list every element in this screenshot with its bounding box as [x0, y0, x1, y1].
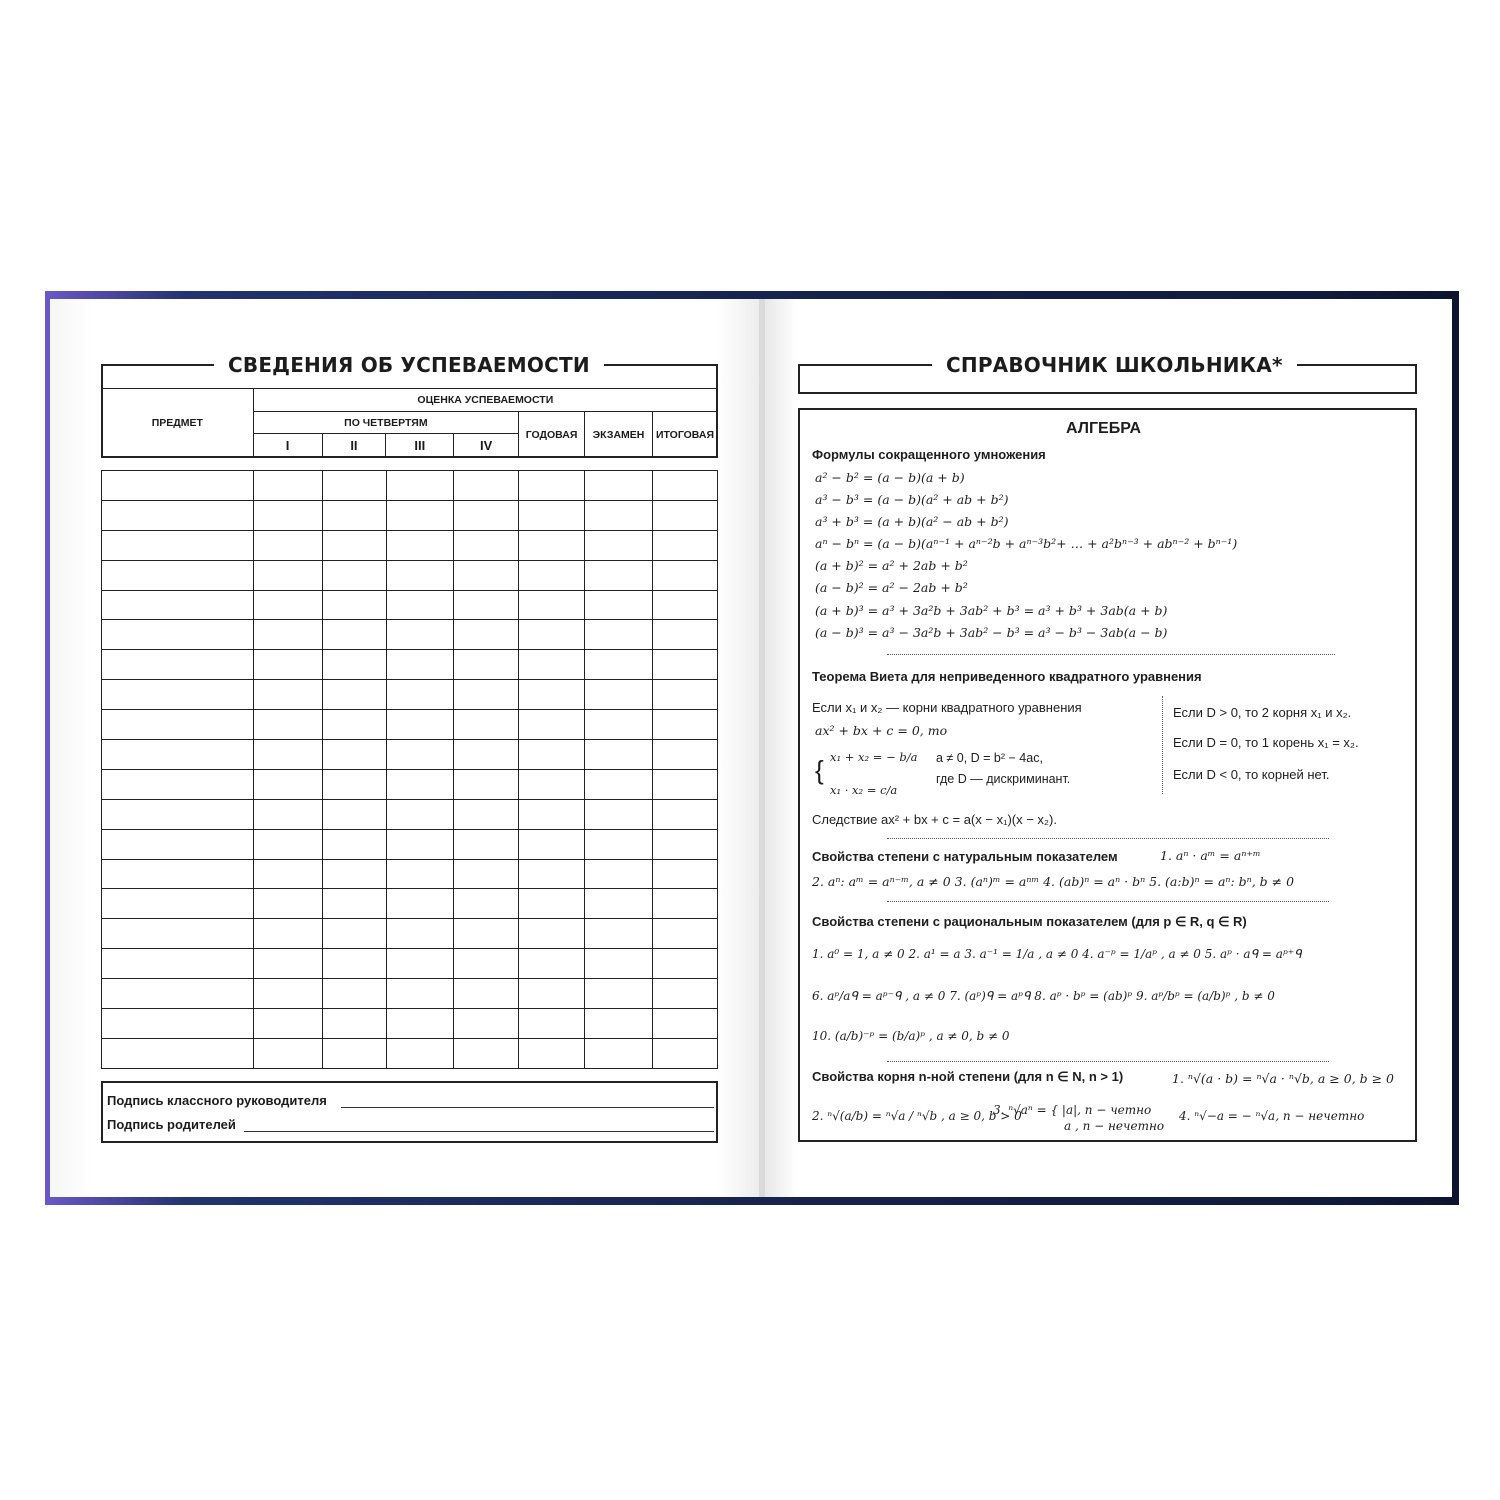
grade-cell[interactable] — [653, 560, 718, 590]
grade-cell[interactable] — [102, 710, 254, 740]
grade-cell[interactable] — [585, 979, 653, 1009]
table-row — [102, 829, 718, 859]
grade-cell[interactable] — [322, 471, 386, 501]
grade-cell[interactable] — [386, 530, 454, 560]
grade-cell[interactable] — [653, 500, 718, 530]
grade-cell[interactable] — [253, 590, 322, 620]
grade-cell[interactable] — [253, 530, 322, 560]
grade-cell[interactable] — [653, 889, 718, 919]
grade-cell[interactable] — [519, 1038, 585, 1068]
grade-cell[interactable] — [386, 919, 454, 949]
grade-cell[interactable] — [519, 710, 585, 740]
grade-cell[interactable] — [253, 769, 322, 799]
grade-cell[interactable] — [322, 799, 386, 829]
grade-cell[interactable] — [253, 1009, 322, 1039]
grade-cell[interactable] — [653, 680, 718, 710]
separator — [887, 1061, 1329, 1062]
grade-cell[interactable] — [386, 979, 454, 1009]
grade-cell[interactable] — [253, 1038, 322, 1068]
separator — [887, 901, 1329, 902]
formula-line: a² − b² = (a − b)(a + b) — [815, 470, 965, 485]
grade-cell[interactable] — [386, 859, 454, 889]
grade-cell[interactable] — [386, 949, 454, 979]
table-row — [102, 530, 718, 560]
grade-cell[interactable] — [653, 530, 718, 560]
grade-cell[interactable] — [454, 769, 519, 799]
header-exam: ЭКЗАМЕН — [585, 412, 653, 458]
grade-cell[interactable] — [519, 979, 585, 1009]
grade-cell[interactable] — [585, 949, 653, 979]
section-title: АЛГЕБРА — [1066, 420, 1142, 437]
grade-cell[interactable] — [322, 500, 386, 530]
table-row — [102, 889, 718, 919]
grade-cell[interactable] — [454, 530, 519, 560]
grade-cell[interactable] — [454, 740, 519, 770]
grade-cell[interactable] — [585, 799, 653, 829]
grade-cell[interactable] — [519, 560, 585, 590]
grade-cell[interactable] — [386, 650, 454, 680]
grade-cell[interactable] — [253, 620, 322, 650]
grade-cell[interactable] — [519, 799, 585, 829]
grade-cell[interactable] — [653, 769, 718, 799]
grade-cell[interactable] — [322, 560, 386, 590]
grade-cell[interactable] — [519, 680, 585, 710]
grade-cell[interactable] — [454, 1009, 519, 1039]
table-row — [102, 680, 718, 710]
grade-cell[interactable] — [585, 829, 653, 859]
grade-cell[interactable] — [253, 979, 322, 1009]
table-row — [102, 979, 718, 1009]
grade-cell[interactable] — [253, 650, 322, 680]
rat-rule: 10. (a/b)⁻ᵖ = (b/a)ᵖ , a ≠ 0, b ≠ 0 — [812, 1029, 1010, 1043]
header-q2: II — [322, 434, 386, 458]
page-title-right: СПРАВОЧНИК ШКОЛЬНИКА* — [932, 353, 1297, 377]
grade-cell[interactable] — [519, 530, 585, 560]
table-row — [102, 769, 718, 799]
grade-cell[interactable] — [322, 919, 386, 949]
grade-cell[interactable] — [386, 829, 454, 859]
signature-box — [101, 1081, 718, 1143]
title-frame-right — [798, 364, 1417, 394]
vieta-cond: a ≠ 0, D = b² − 4ac, — [936, 751, 1043, 765]
grade-cell[interactable] — [519, 829, 585, 859]
grade-cell[interactable] — [322, 979, 386, 1009]
grade-cell[interactable] — [102, 620, 254, 650]
grade-cell[interactable] — [519, 949, 585, 979]
sig-teacher-line[interactable] — [341, 1107, 714, 1108]
table-row — [102, 1038, 718, 1068]
root-rule: 1. ⁿ√(a · b) = ⁿ√a · ⁿ√b, a ≥ 0, b ≥ 0 — [1172, 1071, 1395, 1086]
grade-cell[interactable] — [585, 710, 653, 740]
grade-cell[interactable] — [519, 650, 585, 680]
abbr-title: Формулы сокращенного умножения — [812, 447, 1046, 462]
nat-rule: 2. aⁿ: aᵐ = aⁿ⁻ᵐ, a ≠ 0 3. (aⁿ)ᵐ = aⁿᵐ 4. (ab)ⁿ = aⁿ · bⁿ 5. (a:b)ⁿ = aⁿ: bⁿ, b ≠ 0 — [812, 874, 1295, 889]
grade-cell[interactable] — [454, 590, 519, 620]
header-q1: I — [253, 434, 322, 458]
vieta-title: Теорема Виета для неприведенного квадратного уравнения — [812, 669, 1202, 684]
vieta-sys: x₁ + x₂ = − b/a — [830, 750, 918, 764]
grade-cell[interactable] — [454, 680, 519, 710]
nat-rule: 1. aⁿ · aᵐ = aⁿ⁺ᵐ — [1160, 848, 1261, 863]
grade-cell[interactable] — [653, 590, 718, 620]
grade-cell[interactable] — [454, 889, 519, 919]
grade-cell[interactable] — [585, 680, 653, 710]
grade-cell[interactable] — [653, 710, 718, 740]
grade-cell[interactable] — [585, 530, 653, 560]
grade-cell[interactable] — [386, 740, 454, 770]
grade-cell[interactable] — [322, 740, 386, 770]
table-row — [102, 471, 718, 501]
table-row — [102, 859, 718, 889]
vieta-cond: где D — дискриминант. — [936, 772, 1071, 786]
grade-cell[interactable] — [386, 680, 454, 710]
formula-line: (a − b)² = a² − 2ab + b² — [815, 580, 968, 595]
grade-cell[interactable] — [102, 680, 254, 710]
formula-line: aⁿ − bⁿ = (a − b)(aⁿ⁻¹ + aⁿ⁻²b + aⁿ⁻³b²+ … + a²bⁿ⁻³ + abⁿ⁻² + bⁿ⁻¹) — [815, 536, 1238, 551]
grade-cell[interactable] — [253, 949, 322, 979]
rat-rule: 6. aᵖ/aᑫ = aᵖ⁻ᑫ , a ≠ 0 7. (aᵖ)ᑫ = aᵖᑫ 8. aᵖ · bᵖ = (ab)ᵖ 9. aᵖ/bᵖ = (a/b)ᵖ , b ≠ 0 — [812, 989, 1275, 1003]
grade-cell[interactable] — [386, 1009, 454, 1039]
vieta-rule: Если D > 0, то 2 корня x₁ и x₂. — [1173, 705, 1352, 720]
vieta-line: ax² + bx + c = 0, то — [815, 723, 948, 738]
grade-cell[interactable] — [102, 650, 254, 680]
spine — [759, 299, 765, 1197]
grade-cell[interactable] — [454, 829, 519, 859]
grade-cell[interactable] — [386, 710, 454, 740]
grade-cell[interactable] — [386, 769, 454, 799]
grade-cell[interactable] — [653, 620, 718, 650]
formula-line: (a + b)³ = a³ + 3a²b + 3ab² + b³ = a³ + b³ + 3ab(a + b) — [815, 603, 1168, 618]
grade-cell[interactable] — [253, 680, 322, 710]
grade-cell[interactable] — [519, 500, 585, 530]
grade-cell[interactable] — [322, 680, 386, 710]
grade-cell[interactable] — [102, 530, 254, 560]
grade-cell[interactable] — [102, 799, 254, 829]
grade-cell[interactable] — [102, 1009, 254, 1039]
grade-cell[interactable] — [454, 919, 519, 949]
table-row — [102, 560, 718, 590]
table-row — [102, 650, 718, 680]
grade-cell[interactable] — [253, 859, 322, 889]
grade-cell[interactable] — [322, 829, 386, 859]
grade-cell[interactable] — [102, 979, 254, 1009]
grade-cell[interactable] — [253, 889, 322, 919]
rat-rule: 1. a⁰ = 1, a ≠ 0 2. a¹ = a 3. a⁻¹ = 1/a , a ≠ 0 4. a⁻ᵖ = 1/aᵖ , a ≠ 0 5. aᵖ · aᑫ = aᵖ⁺ᑫ — [812, 947, 1302, 961]
grade-cell[interactable] — [102, 949, 254, 979]
grade-cell[interactable] — [653, 799, 718, 829]
grade-cell[interactable] — [454, 710, 519, 740]
grade-cell[interactable] — [454, 620, 519, 650]
grade-cell[interactable] — [585, 740, 653, 770]
formula-line: a³ − b³ = (a − b)(a² + ab + b²) — [815, 492, 1009, 507]
grade-cell[interactable] — [454, 1038, 519, 1068]
grade-cell[interactable] — [253, 500, 322, 530]
grade-cell[interactable] — [253, 919, 322, 949]
grade-cell[interactable] — [386, 799, 454, 829]
grade-cell[interactable] — [585, 500, 653, 530]
grade-cell[interactable] — [653, 1038, 718, 1068]
grade-cell[interactable] — [253, 471, 322, 501]
grade-cell[interactable] — [454, 859, 519, 889]
root-rule: 4. ⁿ√−a = − ⁿ√a, n − нечетно — [1179, 1109, 1365, 1123]
table-row — [102, 919, 718, 949]
grade-table-header — [101, 388, 718, 458]
root-rule: a , n − нечетно — [1064, 1119, 1165, 1133]
header-quarters: ПО ЧЕТВЕРТЯМ — [253, 412, 518, 434]
grade-cell[interactable] — [454, 500, 519, 530]
grade-cell[interactable] — [454, 799, 519, 829]
nat-title: Свойства степени с натуральным показателем — [812, 849, 1118, 864]
root-rule: 3. ⁿ√aⁿ = { |a|, n − четно — [993, 1103, 1152, 1117]
grade-cell[interactable] — [322, 620, 386, 650]
grade-cell[interactable] — [585, 1038, 653, 1068]
grade-cell[interactable] — [585, 620, 653, 650]
grade-cell[interactable] — [585, 650, 653, 680]
sig-parents-label: Подпись родителей — [107, 1117, 236, 1132]
grade-cell[interactable] — [386, 620, 454, 650]
grade-cell[interactable] — [322, 650, 386, 680]
grade-cell[interactable] — [322, 769, 386, 799]
grade-cell[interactable] — [653, 650, 718, 680]
grade-cell[interactable] — [653, 740, 718, 770]
grade-cell[interactable] — [454, 560, 519, 590]
sig-parents-line[interactable] — [244, 1131, 714, 1132]
table-row — [102, 500, 718, 530]
vieta-rule: Если D = 0, то 1 корень x₁ = x₂. — [1173, 735, 1359, 750]
formula-line: (a − b)³ = a³ − 3a²b + 3ab² − b³ = a³ − b³ − 3ab(a − b) — [815, 625, 1168, 640]
grade-cell[interactable] — [585, 1009, 653, 1039]
grade-cell[interactable] — [585, 769, 653, 799]
grade-cell[interactable] — [322, 859, 386, 889]
grade-cell[interactable] — [322, 949, 386, 979]
separator — [887, 654, 1335, 655]
page-title-left: СВЕДЕНИЯ ОБ УСПЕВАЕМОСТИ — [214, 353, 604, 377]
grade-cell[interactable] — [454, 949, 519, 979]
grade-cell[interactable] — [653, 979, 718, 1009]
vertical-separator — [1162, 696, 1163, 794]
grade-cell[interactable] — [102, 590, 254, 620]
grade-cell[interactable] — [253, 560, 322, 590]
header-grade: ОЦЕНКА УСПЕВАЕМОСТИ — [253, 389, 717, 412]
table-row — [102, 740, 718, 770]
vieta-line: Если x₁ и x₂ — корни квадратного уравнения — [812, 700, 1082, 715]
header-q3: III — [386, 434, 454, 458]
grade-cell[interactable] — [102, 560, 254, 590]
grade-cell[interactable] — [585, 889, 653, 919]
grade-cell[interactable] — [653, 1009, 718, 1039]
table-row — [102, 620, 718, 650]
vieta-sys: x₁ · x₂ = c/a — [830, 783, 898, 797]
grade-cell[interactable] — [585, 859, 653, 889]
grade-cell[interactable] — [253, 799, 322, 829]
grade-cell[interactable] — [253, 740, 322, 770]
grade-cell[interactable] — [322, 889, 386, 919]
grade-cell[interactable] — [519, 889, 585, 919]
vieta-rule: Если D < 0, то корней нет. — [1173, 767, 1330, 782]
grade-cell[interactable] — [585, 590, 653, 620]
table-row — [102, 710, 718, 740]
table-row — [102, 799, 718, 829]
grade-cell[interactable] — [386, 889, 454, 919]
header-final: ИТОГОВАЯ — [652, 412, 717, 458]
grade-cell[interactable] — [102, 1038, 254, 1068]
separator — [887, 838, 1329, 839]
grade-cell[interactable] — [585, 919, 653, 949]
grade-cell[interactable] — [102, 740, 254, 770]
grade-cell[interactable] — [519, 590, 585, 620]
grade-cell[interactable] — [519, 740, 585, 770]
grade-cell[interactable] — [102, 769, 254, 799]
grade-cell[interactable] — [102, 919, 254, 949]
header-q4: IV — [454, 434, 519, 458]
grade-cell[interactable] — [386, 590, 454, 620]
grade-cell[interactable] — [585, 471, 653, 501]
grade-cell[interactable] — [454, 650, 519, 680]
grade-cell[interactable] — [519, 859, 585, 889]
grade-cell[interactable] — [102, 859, 254, 889]
header-subject: ПРЕДМЕТ — [102, 389, 254, 458]
formula-line: (a + b)² = a² + 2ab + b² — [815, 558, 968, 573]
grade-cell[interactable] — [653, 859, 718, 889]
grade-cell[interactable] — [386, 471, 454, 501]
grade-cell[interactable] — [386, 1038, 454, 1068]
grade-cell[interactable] — [519, 471, 585, 501]
grade-cell[interactable] — [653, 471, 718, 501]
table-row — [102, 1009, 718, 1039]
grade-cell[interactable] — [102, 829, 254, 859]
grade-cell[interactable] — [322, 1009, 386, 1039]
grade-cell[interactable] — [322, 590, 386, 620]
grade-cell[interactable] — [253, 829, 322, 859]
grade-cell[interactable] — [519, 1009, 585, 1039]
grade-cell[interactable] — [386, 560, 454, 590]
grade-cell[interactable] — [386, 500, 454, 530]
formula-line: a³ + b³ = (a + b)(a² − ab + b²) — [815, 514, 1009, 529]
grade-cell[interactable] — [519, 769, 585, 799]
grade-cell[interactable] — [102, 471, 254, 501]
sig-teacher-label: Подпись классного руководителя — [107, 1093, 327, 1108]
grade-table-body — [101, 470, 718, 1069]
grade-cell[interactable] — [102, 500, 254, 530]
grade-cell[interactable] — [653, 919, 718, 949]
table-row — [102, 949, 718, 979]
grade-cell[interactable] — [653, 949, 718, 979]
grade-cell[interactable] — [519, 919, 585, 949]
grade-cell[interactable] — [322, 530, 386, 560]
grade-cell[interactable] — [322, 1038, 386, 1068]
grade-cell[interactable] — [454, 471, 519, 501]
root-rule: 2. ⁿ√(a/b) = ⁿ√a / ⁿ√b , a ≥ 0, b > 0 — [812, 1109, 1022, 1123]
grade-cell[interactable] — [454, 979, 519, 1009]
grade-cell[interactable] — [585, 560, 653, 590]
grade-cell[interactable] — [322, 710, 386, 740]
rat-title: Свойства степени с рациональным показателем (для p ∈ R, q ∈ R) — [812, 914, 1247, 929]
grade-cell[interactable] — [253, 710, 322, 740]
table-row — [102, 590, 718, 620]
grade-cell[interactable] — [102, 889, 254, 919]
grade-cell[interactable] — [653, 829, 718, 859]
system-brace: { — [815, 755, 824, 785]
header-yearly: ГОДОВАЯ — [519, 412, 585, 458]
vieta-consequence: Следствие ax² + bx + c = a(x − x₁)(x − x₂). — [812, 812, 1057, 827]
root-title: Свойства корня n-ной степени (для n ∈ N, n > 1) — [812, 1069, 1124, 1084]
grade-cell[interactable] — [519, 620, 585, 650]
